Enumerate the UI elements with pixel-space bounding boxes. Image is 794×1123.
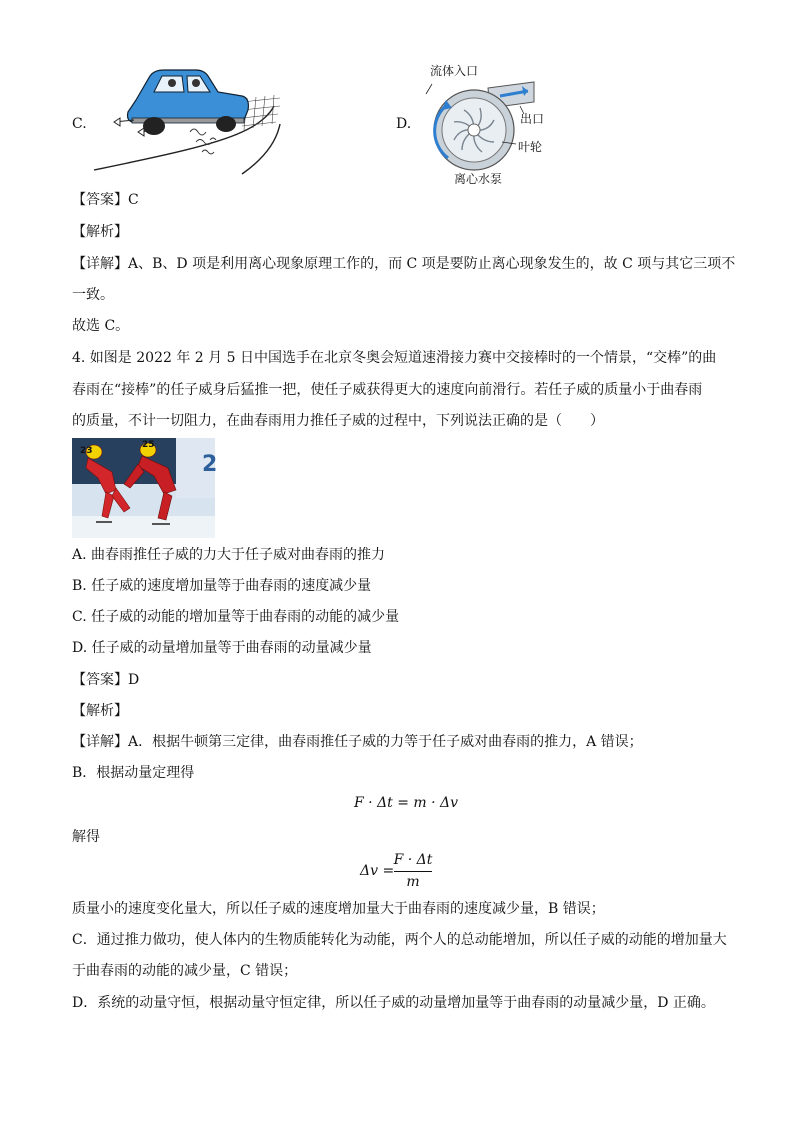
car-figure <box>92 62 282 180</box>
pump-inlet-label: 流体入口 <box>430 64 479 78</box>
q4-detail-a: 【详解】A．根据牛顿第三定律，曲春雨推任子威的力等于任子威对曲春雨的推力，A 错误； <box>72 734 643 750</box>
fraction-bar <box>394 871 432 872</box>
option-c-label: C. <box>72 116 87 132</box>
q4-option-d: D. 任子威的动量增加量等于曲春雨的动量减少量 <box>72 640 372 656</box>
pump-outlet-label: 出口 <box>520 112 545 126</box>
q4-stem-line1: 4. 如图是 2022 年 2 月 5 日中国选手在北京冬奥会短道速滑接力赛中交接棒时的一个情景，“交棒”的曲 <box>72 350 717 366</box>
option-d-label: D. <box>396 116 412 132</box>
q3-conclusion: 故选 C。 <box>72 318 130 334</box>
equation-momentum-theorem: F · Δt = m · Δv <box>354 795 459 811</box>
q4-option-a: A. 曲春雨推任子威的力大于任子威对曲春雨的推力 <box>72 547 386 563</box>
q4-analysis-heading: 【解析】 <box>72 703 128 719</box>
skater-number-25: 25 <box>142 440 155 450</box>
skater-number-23: 23 <box>80 446 93 456</box>
q4-detail-b1: B．根据动量定理得 <box>72 765 195 781</box>
q3-analysis-heading: 【解析】 <box>72 224 128 240</box>
car-drifting-illustration <box>92 62 282 180</box>
equation-delta-v-numerator: F · Δt <box>393 852 433 868</box>
pump-impeller-label: 叶轮 <box>518 140 543 154</box>
q4-answer: 【答案】D <box>72 672 140 688</box>
q3-detail-line1: 【详解】A、B、D 项是利用离心现象原理工作的，而 C 项是要防止离心现象发生的，故 C 项与其它三项不 <box>72 256 736 272</box>
q4-stem-line3: 的质量，不计一切阻力，在曲春雨用力推任子威的过程中，下列说法正确的是（ ） <box>72 413 604 429</box>
skaters-illustration <box>72 438 218 538</box>
speed-skating-photo <box>72 438 218 538</box>
q4-detail-c2: 于曲春雨的动能的减少量，C 错误； <box>72 963 298 979</box>
q3-detail-line2: 一致。 <box>72 287 114 303</box>
q4-option-b: B. 任子威的速度增加量等于曲春雨的速度减少量 <box>72 578 372 594</box>
q4-stem-line2: 春雨在“接棒”的任子威身后猛推一把，使任子威获得更大的速度向前滑行。若任子威的质量小于曲春雨 <box>72 382 703 398</box>
q4-detail-b2: 质量小的速度变化量大，所以任子威的速度增加量大于曲春雨的速度减少量，B 错误； <box>72 901 605 917</box>
backdrop-number: 2 <box>202 452 218 477</box>
q3-answer: 【答案】C <box>72 192 139 208</box>
pump-caption: 离心水泵 <box>454 172 503 186</box>
equation-delta-v-denominator: m <box>406 874 420 890</box>
q4-option-c: C. 任子威的动能的增加量等于曲春雨的动能的减少量 <box>72 609 400 625</box>
q4-detail-c1: C．通过推力做功，使人体内的生物质能转化为动能，两个人的总动能增加，所以任子威的动能的增加量大 <box>72 932 727 948</box>
q4-detail-d: D．系统的动量守恒，根据动量守恒定律，所以任子威的动量增加量等于曲春雨的动量减少量，D 正确。 <box>72 995 715 1011</box>
q4-solve-label: 解得 <box>72 829 100 845</box>
equation-delta-v-lhs: Δv = <box>360 863 395 879</box>
